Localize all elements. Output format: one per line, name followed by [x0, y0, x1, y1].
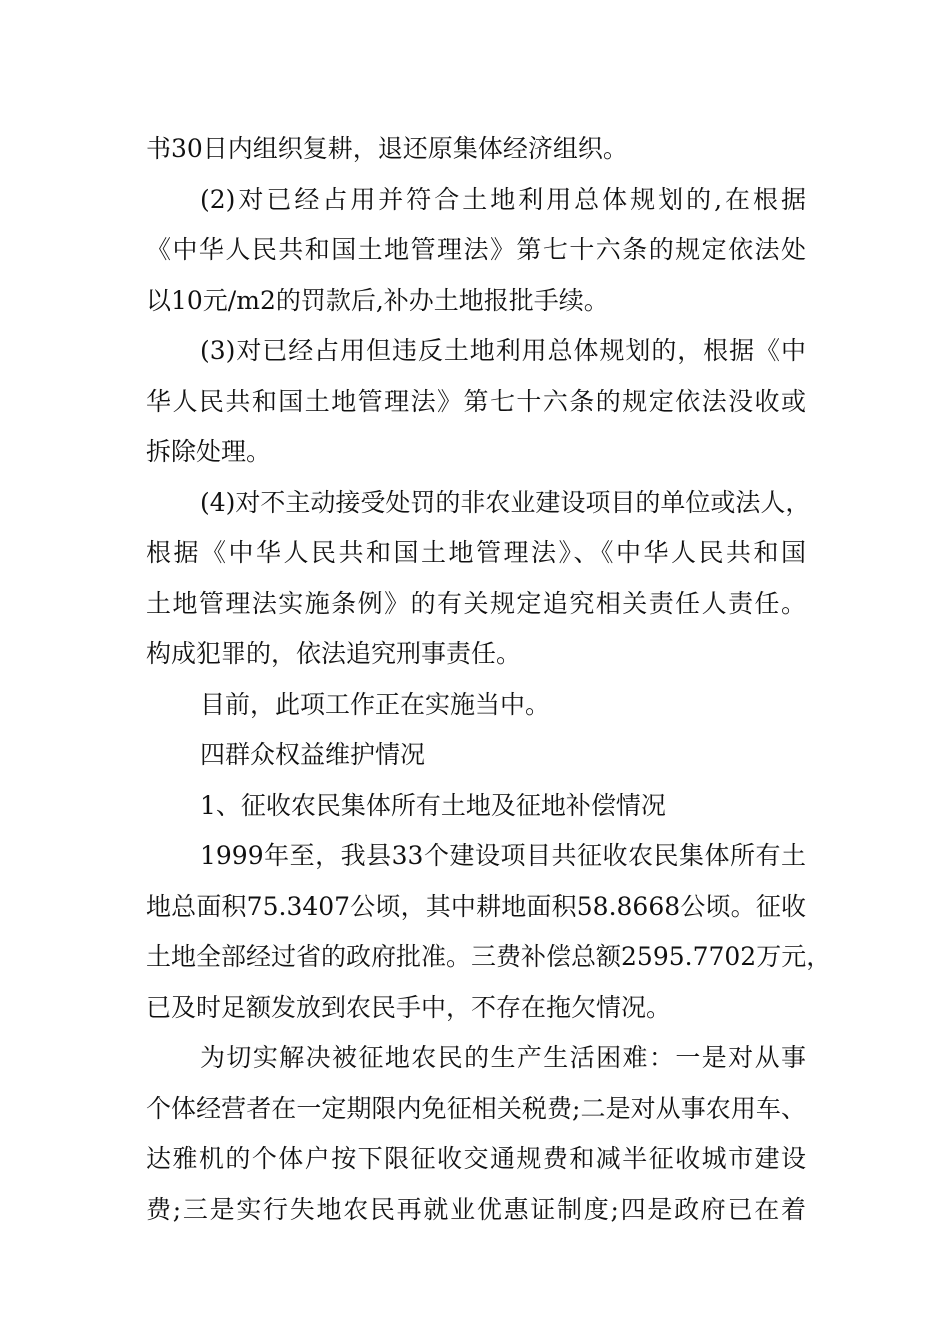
section-heading: 四群众权益维护情况 [200, 740, 426, 769]
subsection-heading: 1、征收农民集体所有土地及征地补偿情况 [200, 790, 666, 820]
text-line: 拆除处理。 [146, 437, 272, 466]
text-line: 土地全部经过省的政府批准。三费补偿总额2595.7702万元， [146, 942, 832, 971]
text-line: 为切实解决被征地农民的生产生活困难：一是对从事 [200, 1043, 806, 1072]
text-line: 土地管理法实施条例》的有关规定追究相关责任人责任。 [146, 588, 806, 618]
text-line: 达雅机的个体户按下限征收交通规费和减半征收城市建设 [146, 1144, 806, 1173]
text-line: 华人民共和国土地管理法》第七十六条的规定依法没收或 [146, 386, 806, 416]
text-line: 地总面积75.3407公顷，其中耕地面积58.8668公顷。征收 [146, 891, 806, 921]
text-line: 根据《中华人民共和国土地管理法》、《中华人民共和国 [146, 538, 806, 567]
text-line: 以10元/m2的罚款后,补办土地报批手续。 [146, 285, 609, 315]
text-line: (3)对已经占用但违反土地利用总体规划的，根据《中 [200, 336, 806, 365]
text-line: 已及时足额发放到农民手中，不存在拖欠情况。 [146, 992, 672, 1022]
document-body [146, 124, 832, 1235]
text-line: (4)对不主动接受处罚的非农业建设项目的单位或法人， [200, 487, 811, 517]
text-line: 《中华人民共和国土地管理法》第七十六条的规定依法处 [146, 235, 806, 264]
text-line: 构成犯罪的，依法追究刑事责任。 [146, 639, 522, 668]
text-line: 费;三是实行失地农民再就业优惠证制度;四是政府已在着 [146, 1194, 806, 1224]
text-line: 1999年至，我县33个建设项目共征收农民集体所有土 [200, 841, 806, 870]
text-line: 书30日内组织复耕，退还原集体经济组织。 [146, 134, 628, 163]
text-line: 目前，此项工作正在实施当中。 [200, 689, 551, 719]
text-line: 个体经营者在一定期限内免征相关税费;二是对从事农用车、 [146, 1093, 806, 1123]
text-line: (2)对已经占用并符合土地利用总体规划的,在根据 [200, 184, 806, 214]
